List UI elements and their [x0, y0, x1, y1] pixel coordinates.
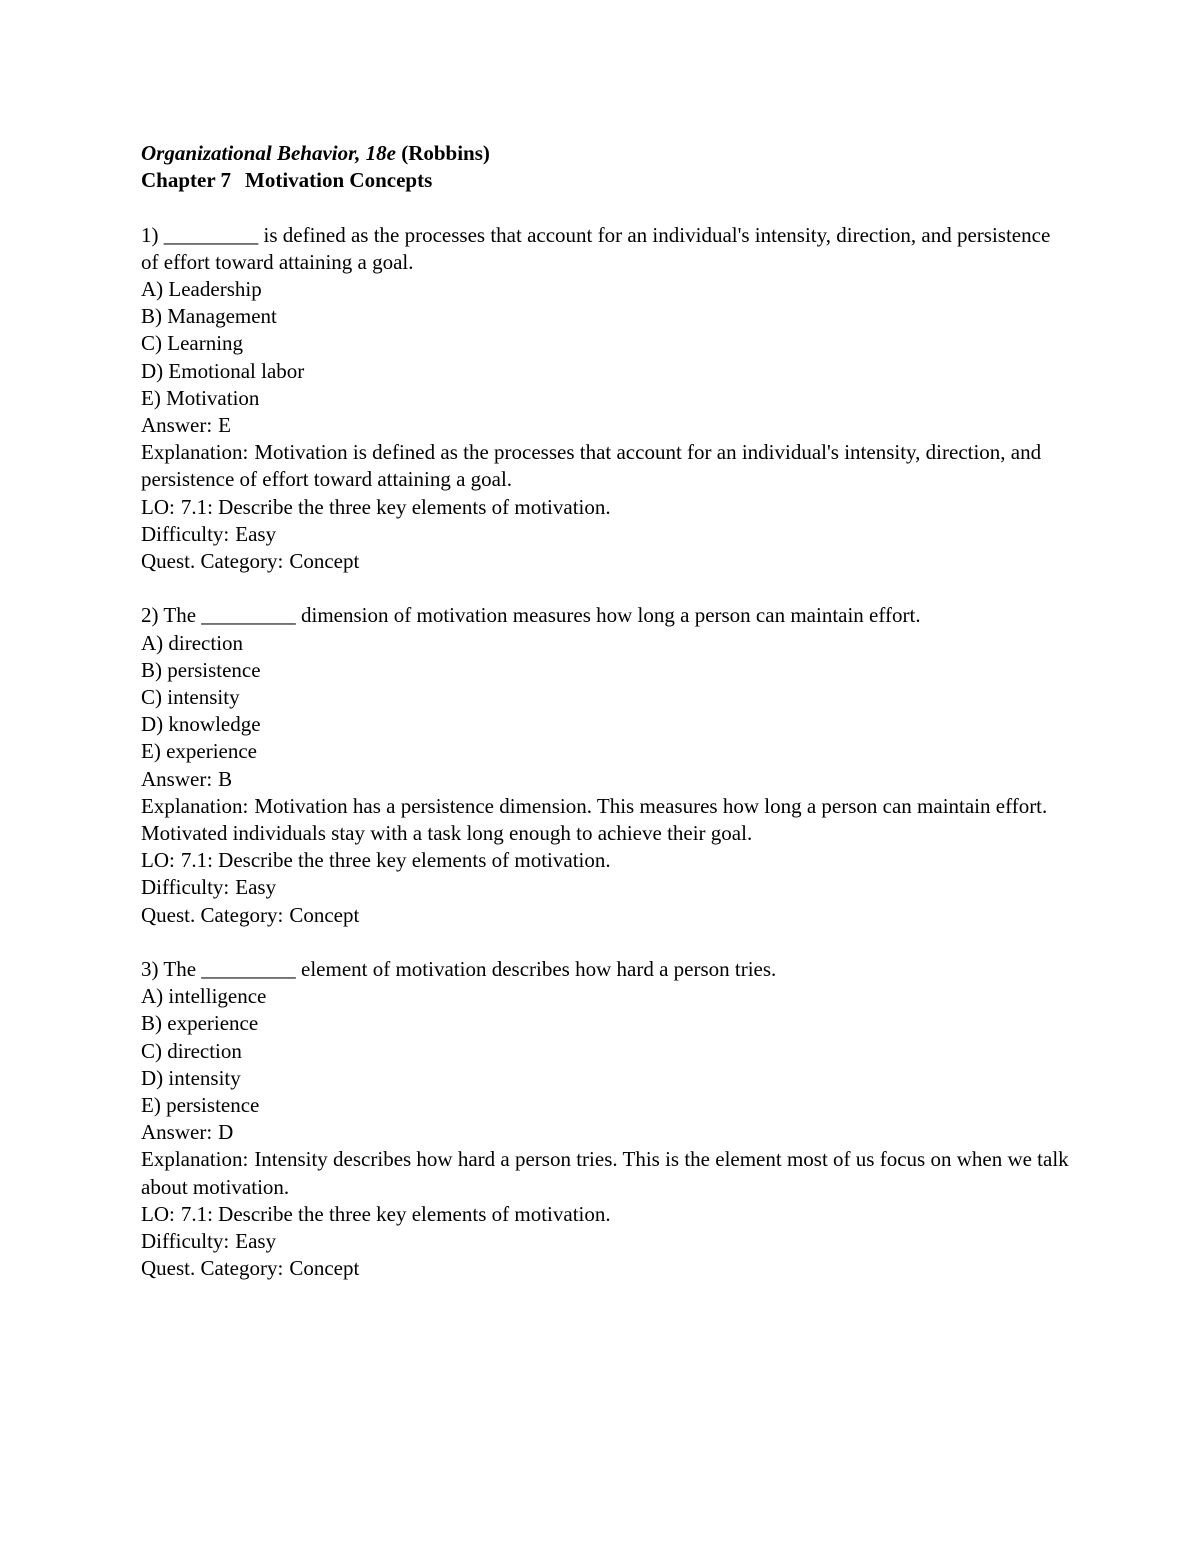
category-line — [141, 902, 1071, 929]
question-3 — [141, 956, 1071, 1282]
answer-label: Answer: — [141, 766, 213, 791]
book-header — [141, 140, 1071, 167]
option-b: B) Management — [141, 304, 277, 329]
difficulty-line — [141, 1228, 1071, 1255]
answer-value: B — [218, 766, 233, 791]
explanation-text: Motivation is defined as the processes that account for an individual's intensity, direction, and persistence of effort toward attaining a goal. — [141, 440, 1042, 492]
lo-label: LO: — [141, 494, 175, 519]
answer-label: Answer: — [141, 413, 213, 438]
lo-line — [141, 1201, 1071, 1228]
option-c: C) direction — [141, 1038, 242, 1063]
lo-label: LO: — [141, 848, 175, 873]
option-c: C) intensity — [141, 685, 240, 710]
difficulty-label: Difficulty: — [141, 1229, 230, 1254]
answer-value: D — [218, 1120, 234, 1145]
lo-text: 7.1: Describe the three key elements of motivation. — [180, 494, 611, 519]
category-label: Quest. Category: — [141, 1256, 284, 1281]
difficulty-value: Easy — [235, 1229, 277, 1254]
explanation-label: Explanation: — [141, 793, 249, 818]
explanation-line — [141, 793, 1071, 847]
difficulty-line — [141, 521, 1071, 548]
category-value: Concept — [289, 902, 360, 927]
explanation-label: Explanation: — [141, 1147, 249, 1172]
chapter-header — [141, 167, 1071, 194]
option-d: D) Emotional labor — [141, 358, 305, 383]
explanation-line — [141, 1146, 1071, 1200]
option-e: E) experience — [141, 739, 258, 764]
difficulty-label: Difficulty: — [141, 875, 230, 900]
book-title: Organizational Behavior, 18e — [141, 141, 396, 165]
category-value: Concept — [289, 1256, 360, 1281]
question-2 — [141, 602, 1071, 928]
answer-line — [141, 1119, 1071, 1146]
explanation-label: Explanation: — [141, 440, 249, 465]
option-b: B) persistence — [141, 657, 261, 682]
difficulty-value: Easy — [235, 875, 277, 900]
option-a: A) direction — [141, 630, 244, 655]
option-e: E) persistence — [141, 1093, 260, 1118]
option-d: D) knowledge — [141, 712, 261, 737]
question-stem: 1) _________ is defined as the processes that account for an individual's intensity, direction, and persistence of effort toward attaining a goal. — [141, 222, 1051, 274]
question-1 — [141, 222, 1071, 576]
lo-text: 7.1: Describe the three key elements of motivation. — [180, 848, 611, 873]
lo-label: LO: — [141, 1201, 175, 1226]
lo-line — [141, 847, 1071, 874]
option-e: E) Motivation — [141, 385, 260, 410]
answer-line — [141, 412, 1071, 439]
difficulty-label: Difficulty: — [141, 521, 230, 546]
chapter-title: Motivation Concepts — [245, 168, 433, 193]
option-d: D) intensity — [141, 1065, 241, 1090]
category-value: Concept — [289, 549, 360, 574]
question-stem: 3) The _________ element of motivation describes how hard a person tries. — [141, 957, 777, 982]
chapter-label: Chapter 7 — [141, 168, 232, 193]
explanation-text: Motivation has a persistence dimension. This measures how long a person can maintain effort. Motivated individuals stay with a task long enough to achieve their goal. — [141, 793, 1048, 846]
option-c: C) Learning — [141, 331, 244, 356]
option-b: B) experience — [141, 1011, 259, 1036]
lo-line — [141, 494, 1071, 521]
answer-label: Answer: — [141, 1120, 213, 1145]
answer-line — [141, 766, 1071, 793]
option-a: A) intelligence — [141, 984, 267, 1009]
book-author: (Robbins) — [401, 141, 490, 165]
answer-value: E — [218, 413, 231, 438]
explanation-line — [141, 439, 1071, 493]
lo-text: 7.1: Describe the three key elements of motivation. — [180, 1201, 611, 1226]
explanation-text: Intensity describes how hard a person tries. This is the element most of us focus on when we talk about motivation. — [141, 1147, 1069, 1199]
document-page — [141, 140, 1071, 1282]
category-line — [141, 548, 1071, 575]
difficulty-line — [141, 874, 1071, 901]
category-label: Quest. Category: — [141, 549, 284, 574]
difficulty-value: Easy — [235, 521, 277, 546]
category-label: Quest. Category: — [141, 902, 284, 927]
question-stem: 2) The _________ dimension of motivation measures how long a person can maintain effort. — [141, 603, 921, 628]
option-a: A) Leadership — [141, 277, 262, 301]
category-line — [141, 1255, 1071, 1282]
